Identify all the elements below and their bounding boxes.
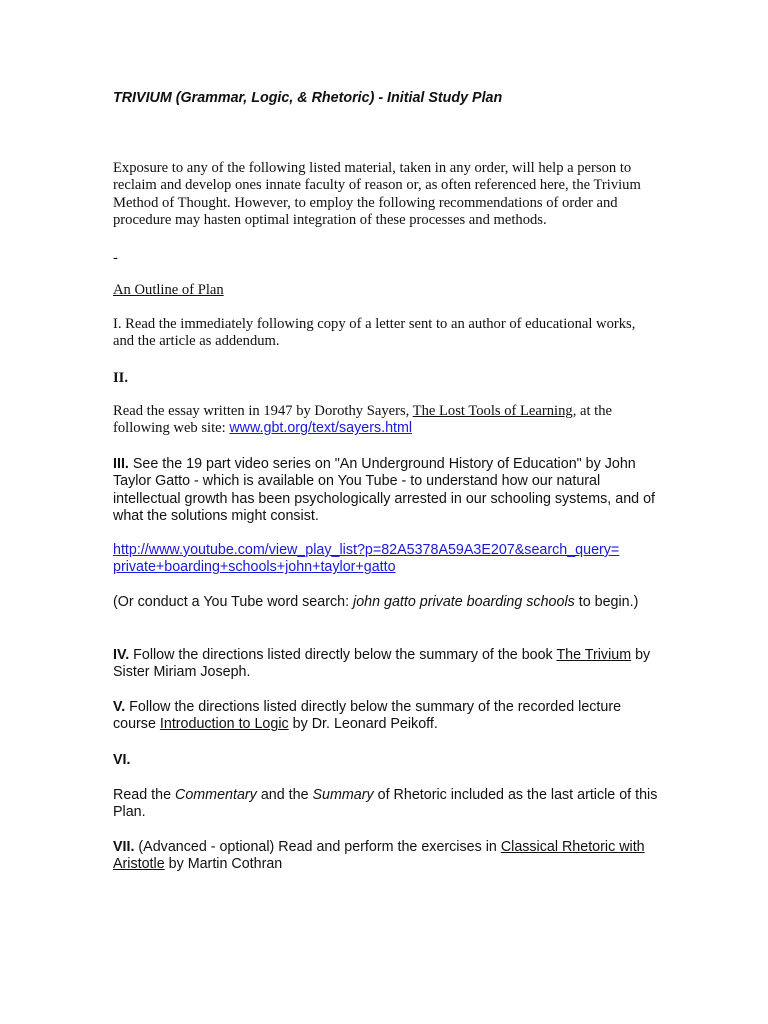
intro-paragraph: Exposure to any of the following listed material, taken in any order, will help a person to reclaim and develop ones innate faculty of reason or, as often referenced here, the Trivium Method of Thought. However, to employ the following recommendations of order and procedure may hasten optimal integration of these processes and methods. (113, 160, 641, 229)
page-title: TRIVIUM (Grammar, Logic, & Rhetoric) - Initial Study Plan (113, 90, 503, 106)
youtube-search-note: (Or conduct a You Tube word search: john gatto private boarding schools to begin.) (113, 594, 639, 610)
book-lost-tools-of-learning: The Lost Tools of Learning (412, 403, 573, 419)
step-6-number: VI. (113, 752, 131, 768)
outline-heading: An Outline of Plan (113, 282, 224, 298)
youtube-link[interactable]: http://www.youtube.com/view_play_list?p=82A5378A59A3E207&search_query= private+boarding+schools+john+taylor+gatto (113, 542, 620, 576)
step-2-number: II. (113, 370, 129, 386)
course-introduction-to-logic: Introduction to Logic (159, 716, 289, 733)
step-4: IV. Follow the directions listed directly below the summary of the book The Trivium by Sister Miriam Joseph. (113, 647, 651, 681)
book-the-trivium: The Trivium (556, 647, 632, 663)
step-7: VII. (Advanced - optional) Read and perform the exercises in Classical Rhetoric with Aristotle by Martin Cothran (113, 839, 645, 873)
sayers-link[interactable]: www.gbt.org/text/sayers.html (229, 420, 413, 437)
dash-separator: - (113, 250, 118, 266)
book-classical-rhetoric: Classical Rhetoric with Aristotle (113, 839, 645, 873)
step-1: I. Read the immediately following copy of a letter sent to an author of educational works, and the article as addendum. (113, 316, 636, 350)
step-5: V. Follow the directions listed directly below the summary of the recorded lecture course Introduction to Logic by Dr. Leonard Peikoff. (113, 699, 622, 733)
step-6-text: Read the Commentary and the Summary of Rhetoric included as the last article of this Plan. (113, 787, 658, 821)
step-2-text: Read the essay written in 1947 by Dorothy Sayers, The Lost Tools of Learning, at the following web site: www.gbt.org/text/sayers.html (113, 403, 613, 437)
step-3: III. See the 19 part video series on "An Underground History of Education" by John Taylor Gatto - which is available on You Tube - to understand how our natural intellectual growth has been psychologically arrested in our schooling systems, and of what the solutions might consist. (113, 456, 655, 525)
